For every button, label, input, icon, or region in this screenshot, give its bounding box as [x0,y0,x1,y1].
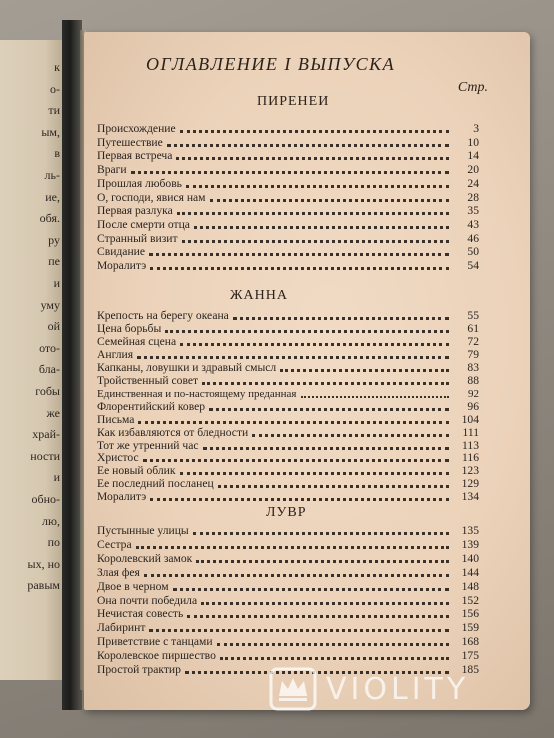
toc-entry-title: Приветствие с танцами [97,635,213,649]
toc-entry-page: 54 [467,259,479,272]
toc-entry-title: Королевский замок [97,551,193,565]
toc-leader-dots [173,587,449,591]
toc-entry [97,439,479,453]
toc-entry-title: Сестра [97,537,132,551]
left-page-fragment: обя. [39,211,60,226]
toc-entry-page: 14 [467,149,479,163]
toc-leader-dots [180,471,449,475]
toc-leader-dots [150,266,449,270]
toc-leader-dots [217,642,449,646]
toc-entry-title: Странный визит [97,231,178,245]
toc-leader-dots [280,368,449,372]
toc-entry [97,451,479,465]
toc-entry-title: Англия [97,347,134,361]
toc-entry-title: Свидание [97,245,146,259]
toc-entry-title: Моралитэ [97,490,147,504]
toc-entry-title: Семейная сцена [97,334,177,348]
toc-entry-title: Тот же утренний час [97,438,199,452]
book-spine [62,20,82,710]
toc-entry [97,464,479,478]
toc-leader-dots [149,628,449,632]
left-page-fragment: ото- [39,340,60,355]
toc-entry-page: 175 [461,649,479,663]
toc-entry-page: 28 [467,190,479,204]
toc-entry [97,538,479,552]
toc-entry-page: 152 [461,593,479,607]
watermark-text: VIOLITY [326,671,470,707]
watermark [268,666,469,712]
toc-entry-page: 35 [467,204,479,218]
toc-entry [97,204,479,218]
toc-entry-page: 43 [467,217,479,231]
toc-entry [97,309,479,323]
left-page-fragment: равым [27,578,60,593]
toc-entry-page: 123 [461,464,479,478]
toc-entry-page: 156 [461,607,479,621]
toc-entry [97,649,479,663]
toc-leader-dots [143,458,449,462]
left-page-fragment: лю, [42,513,60,528]
left-page-fragment: ие, [45,189,60,204]
toc-leader-dots [209,407,449,411]
toc-entry [97,477,479,491]
toc-leader-dots [186,184,449,188]
toc-entry [97,361,479,375]
toc-entry [97,413,479,427]
toc-entry-title: Враги [97,163,127,177]
toc-entry-title: Простой трактир [97,663,181,676]
toc-leader-dots [202,381,449,385]
toc-leader-dots [193,531,449,535]
toc-entry-title: Моралитэ [97,259,147,272]
toc-leader-dots [137,355,449,359]
left-page-fragment: ти [48,103,60,118]
left-page-fragment: же [46,405,60,420]
toc-entry-page: 111 [462,425,479,439]
left-page-fragment: и [53,470,60,485]
toc-entry-page: 50 [467,245,479,259]
toc-leader-dots [131,170,449,174]
toc-leader-dots [252,433,449,437]
toc-leader-dots [182,239,449,243]
toc-entry [97,400,479,414]
toc-entry [97,232,479,246]
section-title: ЛУВР [266,505,307,520]
contents-title: ОГЛАВЛЕНИЕ I ВЫПУСКА [146,54,396,74]
toc-leader-dots [136,545,449,549]
toc-entry-title: Цена борьбы [97,321,162,335]
toc-entry-title: Пустынные улицы [97,524,189,537]
section-title: ПИРЕНЕИ [257,94,330,109]
left-page-fragment: бла- [38,362,60,377]
toc-entry [97,149,479,163]
toc-entry [97,348,479,362]
toc-leader-dots [210,198,449,202]
toc-entry-title: После смерти отца [97,217,190,231]
toc-entry-page: 116 [462,451,479,465]
toc-leader-dots [144,573,449,577]
left-page-fragment: в [54,146,60,161]
toc-entry-page: 135 [461,524,479,537]
toc-entry [97,374,479,388]
toc-leader-dots [233,316,449,320]
toc-leader-dots [149,252,449,256]
toc-entry [97,607,479,621]
toc-leader-dots [176,156,449,160]
toc-leader-dots [167,143,449,147]
toc-entry [97,490,479,504]
toc-entry [97,218,479,232]
toc-entry-page: 46 [467,231,479,245]
toc-entry-title: Путешествие [97,135,163,149]
toc-entry-page: 61 [467,321,479,335]
contents-page [84,32,530,710]
toc-entry [97,245,479,259]
toc-entry-title: Письма [97,412,135,426]
toc-entry [97,335,479,349]
toc-entry-page: 83 [467,360,479,374]
left-page [0,40,64,680]
toc-entry-page: 79 [467,347,479,361]
toc-entry-page: 113 [462,438,479,452]
toc-entry-page: 139 [461,537,479,551]
toc-entry [97,566,479,580]
toc-entry-page: 148 [461,579,479,593]
toc-entry [97,635,479,649]
toc-entry [97,136,479,150]
toc-entry [97,552,479,566]
toc-entry-title: Она почти победила [97,593,198,607]
toc-entry-title: Происхождение [97,122,176,135]
toc-leader-dots [201,601,449,605]
toc-leader-dots [220,656,449,660]
toc-entry [97,122,479,136]
toc-leader-dots [301,395,450,398]
toc-entry-title: О, господи, явися нам [97,190,206,204]
toc-entry [97,524,479,538]
section-title: ЖАННА [230,288,288,303]
left-page-fragment: по [47,535,60,550]
toc-entry-title: Христос [97,451,139,465]
toc-leader-dots [150,497,449,501]
toc-entry-page: 104 [461,412,479,426]
left-page-fragment: к [54,60,60,74]
toc-entry-title: Двое в черном [97,579,169,593]
toc-entry-page: 134 [461,490,479,504]
toc-entry-title: Первая встреча [97,149,173,163]
toc-entry-title: Нечистая совесть [97,607,184,621]
toc-entry-page: 88 [467,373,479,387]
toc-leader-dots [180,129,449,133]
left-page-fragment: ль- [44,168,60,182]
left-page-fragment: храй- [32,427,60,442]
toc-entry-title: Крепость на берегу океана [97,309,229,322]
toc-entry-page: 159 [461,621,479,635]
toc-entry [97,322,479,336]
toc-entry-title: Злая фея [97,565,140,579]
toc-entry-page: 24 [467,176,479,190]
left-page-fragment: ым, [41,124,60,139]
toc-entry [97,426,479,440]
toc-leader-dots [218,484,449,488]
toc-entry-title: Первая разлука [97,204,173,218]
toc-entry-page: 72 [467,334,479,348]
toc-leader-dots [138,420,449,424]
toc-entry-page: 144 [461,565,479,579]
left-page-fragment: и [53,276,60,290]
toc-leader-dots [194,225,449,229]
toc-entry-page: 20 [467,163,479,177]
toc-leader-dots [180,342,449,346]
toc-entry-page: 96 [467,399,479,413]
left-page-fragment: ности [30,448,60,463]
toc-entry [97,621,479,635]
toc-entry-page: 140 [461,551,479,565]
toc-entry-page: 10 [467,135,479,149]
left-page-fragment: уму [40,297,60,312]
toc-entry-page: 55 [467,309,479,322]
toc-leader-dots [165,329,449,333]
toc-entry [97,580,479,594]
toc-entry-page: 129 [461,477,479,491]
toc-entry-title: Единственная и по-настоящему преданная [97,387,297,400]
toc-entry-title: Ее последний посланец [97,477,214,491]
left-page-fragment: ых, но [27,556,60,571]
toc-entry-page: 185 [461,663,479,676]
toc-entry [97,191,479,205]
toc-entry-page: 168 [461,635,479,649]
toc-entry [97,177,479,191]
toc-entry-title: Капканы, ловушки и здравый смысл [97,360,277,374]
toc-entry-title: Ее новый облик [97,464,176,478]
toc-entry-title: Лабиринт [97,621,146,635]
toc-leader-dots [203,446,449,450]
toc-entry-page: 3 [473,122,479,135]
left-page-fragment: о- [50,81,60,96]
toc-leader-dots [187,614,449,618]
toc-leader-dots [177,211,449,215]
toc-leader-dots [196,559,449,563]
left-page-fragment: ой [47,319,60,334]
left-page-fragment: гобы [35,384,60,398]
left-page-fragment: обно- [31,492,60,506]
toc-entry-page: 92 [468,387,479,400]
toc-entry [97,259,479,273]
toc-entry [97,163,479,177]
page-column-header: Стр. [457,80,488,95]
left-page-fragment: пе [48,254,60,269]
toc-entry-title: Как избавляются от бледности [97,425,249,439]
toc-entry [97,387,479,401]
toc-entry-title: Тройственный совет [97,373,199,387]
violity-crown-icon [268,666,318,712]
toc-entry-title: Прошлая любовь [97,176,182,190]
toc-entry-title: Королевское пиршество [97,649,216,663]
left-page-fragment: ру [48,232,60,247]
toc-entry-title: Флорентийский ковер [97,399,206,413]
toc-entry [97,594,479,608]
